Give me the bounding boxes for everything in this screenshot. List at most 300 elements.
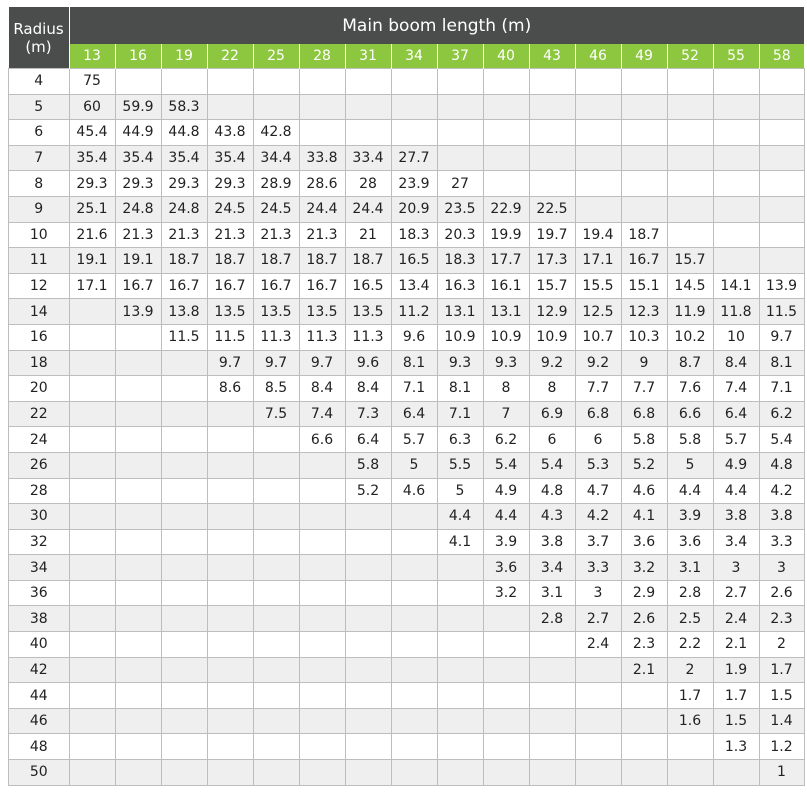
capacity-cell: 15.5 [575,273,621,299]
capacity-cell [529,69,575,95]
capacity-cell: 13.5 [207,299,253,325]
capacity-cell: 3.4 [713,529,759,555]
capacity-cell [483,632,529,658]
capacity-cell: 2 [667,657,713,683]
capacity-cell: 35.4 [207,145,253,171]
capacity-cell [115,427,161,453]
boom-length-header: 13 [69,44,115,69]
capacity-cell [69,632,115,658]
capacity-cell: 13.8 [161,299,207,325]
boom-length-header: 22 [207,44,253,69]
capacity-cell [713,69,759,95]
capacity-cell [345,580,391,606]
capacity-cell [115,401,161,427]
capacity-cell: 9.3 [437,350,483,376]
capacity-cell [621,708,667,734]
capacity-cell [759,145,804,171]
capacity-cell: 21.3 [161,222,207,248]
capacity-cell [299,580,345,606]
capacity-cell [391,606,437,632]
capacity-cell: 11.3 [253,324,299,350]
capacity-cell: 9 [621,350,667,376]
capacity-cell: 20.3 [437,222,483,248]
capacity-cell: 19.9 [483,222,529,248]
capacity-cell [69,504,115,530]
capacity-cell: 33.8 [299,145,345,171]
capacity-cell: 2.1 [713,632,759,658]
capacity-cell [391,555,437,581]
boom-length-header: 37 [437,44,483,69]
capacity-cell [345,120,391,146]
capacity-cell: 4.7 [575,478,621,504]
radius-cell: 11 [9,248,70,274]
capacity-cell: 24.4 [345,196,391,222]
capacity-cell: 3.8 [713,504,759,530]
radius-cell: 40 [9,632,70,658]
capacity-cell [69,401,115,427]
capacity-cell [299,760,345,786]
capacity-cell [483,69,529,95]
capacity-cell: 2.2 [667,632,713,658]
capacity-cell: 22.5 [529,196,575,222]
boom-length-header: 28 [299,44,345,69]
capacity-cell [759,196,804,222]
capacity-cell: 10.9 [437,324,483,350]
capacity-cell [391,760,437,786]
capacity-cell: 7.1 [759,376,804,402]
capacity-cell [575,94,621,120]
capacity-cell: 4.1 [621,504,667,530]
capacity-cell [69,324,115,350]
capacity-cell [437,580,483,606]
capacity-cell [713,760,759,786]
boom-length-header: 52 [667,44,713,69]
capacity-cell [713,171,759,197]
capacity-cell [115,580,161,606]
capacity-cell: 2.6 [621,606,667,632]
radius-cell: 38 [9,606,70,632]
capacity-cell: 34.4 [253,145,299,171]
capacity-cell: 5.8 [621,427,667,453]
capacity-cell: 44.9 [115,120,161,146]
table-row [9,94,805,120]
capacity-cell: 44.8 [161,120,207,146]
radius-cell: 5 [9,94,70,120]
capacity-cell [299,555,345,581]
table-title: Main boom length (m) [69,7,804,44]
capacity-cell: 3.4 [529,555,575,581]
capacity-cell: 9.7 [207,350,253,376]
table-row [9,171,805,197]
capacity-cell [161,350,207,376]
capacity-cell [253,452,299,478]
capacity-cell: 7.7 [621,376,667,402]
capacity-cell: 6.4 [713,401,759,427]
capacity-cell [575,171,621,197]
capacity-cell: 3.6 [621,529,667,555]
capacity-cell: 58.3 [161,94,207,120]
capacity-cell [253,580,299,606]
capacity-cell [207,529,253,555]
capacity-cell [207,708,253,734]
capacity-cell [621,69,667,95]
capacity-cell: 5.4 [483,452,529,478]
capacity-cell [115,555,161,581]
capacity-cell: 5.4 [759,427,804,453]
capacity-cell: 1.7 [667,683,713,709]
capacity-cell: 18.7 [299,248,345,274]
capacity-cell [253,708,299,734]
capacity-cell: 13.5 [299,299,345,325]
capacity-cell: 6.2 [483,427,529,453]
capacity-cell [437,606,483,632]
capacity-cell: 10.9 [529,324,575,350]
capacity-cell [759,94,804,120]
table-row [9,376,805,402]
capacity-cell: 4.2 [575,504,621,530]
capacity-cell [575,708,621,734]
capacity-cell: 14.5 [667,273,713,299]
capacity-cell: 4.4 [437,504,483,530]
capacity-cell [345,606,391,632]
capacity-cell [207,580,253,606]
radius-cell: 24 [9,427,70,453]
capacity-cell: 24.8 [115,196,161,222]
capacity-cell: 12.3 [621,299,667,325]
capacity-cell: 13.5 [345,299,391,325]
capacity-cell: 28.6 [299,171,345,197]
boom-length-header: 25 [253,44,299,69]
capacity-cell: 21 [345,222,391,248]
capacity-cell [483,120,529,146]
capacity-cell: 7 [483,401,529,427]
capacity-cell [69,683,115,709]
boom-length-header: 49 [621,44,667,69]
capacity-cell: 29.3 [207,171,253,197]
table-row [9,299,805,325]
capacity-cell [345,657,391,683]
capacity-cell [207,555,253,581]
table-row [9,657,805,683]
capacity-cell: 3 [713,555,759,581]
capacity-cell [207,69,253,95]
capacity-cell: 2.3 [621,632,667,658]
radius-cell: 12 [9,273,70,299]
capacity-cell [253,606,299,632]
capacity-cell [161,555,207,581]
capacity-cell: 5.7 [713,427,759,453]
capacity-cell: 2.4 [575,632,621,658]
capacity-cell: 21.3 [115,222,161,248]
capacity-cell [391,683,437,709]
capacity-cell: 1.4 [759,708,804,734]
capacity-cell [161,657,207,683]
capacity-cell [161,708,207,734]
capacity-cell [345,69,391,95]
capacity-cell [115,734,161,760]
capacity-cell [115,760,161,786]
capacity-cell: 16.5 [391,248,437,274]
capacity-cell [667,94,713,120]
capacity-cell: 11.3 [345,324,391,350]
capacity-cell [115,708,161,734]
capacity-cell [207,683,253,709]
capacity-cell: 11.5 [207,324,253,350]
capacity-cell [391,69,437,95]
table-row [9,478,805,504]
capacity-cell [759,69,804,95]
capacity-cell [575,196,621,222]
capacity-cell: 13.9 [759,273,804,299]
table-row [9,760,805,786]
capacity-cell: 2.9 [621,580,667,606]
capacity-cell [345,94,391,120]
capacity-cell: 23.9 [391,171,437,197]
capacity-cell [667,69,713,95]
capacity-cell: 45.4 [69,120,115,146]
capacity-cell [69,555,115,581]
table-row [9,69,805,95]
capacity-cell [667,222,713,248]
capacity-cell: 5.8 [667,427,713,453]
capacity-cell [667,145,713,171]
capacity-cell [667,734,713,760]
capacity-cell [529,708,575,734]
capacity-cell [345,529,391,555]
capacity-cell: 27.7 [391,145,437,171]
table-row [9,606,805,632]
capacity-cell: 10.2 [667,324,713,350]
capacity-cell [529,120,575,146]
capacity-cell [253,555,299,581]
capacity-cell: 9.6 [345,350,391,376]
capacity-cell: 2 [759,632,804,658]
capacity-cell [253,683,299,709]
capacity-cell [483,683,529,709]
capacity-cell [621,94,667,120]
capacity-cell: 21.3 [207,222,253,248]
capacity-cell: 60 [69,94,115,120]
capacity-cell [161,580,207,606]
capacity-cell [161,401,207,427]
capacity-cell: 42.8 [253,120,299,146]
table-row [9,683,805,709]
capacity-cell [575,683,621,709]
capacity-cell [759,171,804,197]
capacity-cell [345,555,391,581]
capacity-cell [69,657,115,683]
capacity-cell: 2.6 [759,580,804,606]
capacity-cell [207,94,253,120]
radius-cell: 26 [9,452,70,478]
capacity-cell [115,657,161,683]
radius-cell: 32 [9,529,70,555]
capacity-cell [115,632,161,658]
capacity-cell [437,120,483,146]
capacity-cell: 3.3 [759,529,804,555]
capacity-cell [115,324,161,350]
capacity-cell [115,683,161,709]
capacity-cell [207,606,253,632]
capacity-cell [161,478,207,504]
capacity-cell: 2.7 [713,580,759,606]
capacity-cell: 4.8 [529,478,575,504]
capacity-cell: 19.1 [69,248,115,274]
capacity-cell [161,427,207,453]
capacity-cell: 13.1 [483,299,529,325]
capacity-cell: 3.2 [483,580,529,606]
capacity-cell: 7.6 [667,376,713,402]
radius-cell: 28 [9,478,70,504]
capacity-cell: 11.3 [299,324,345,350]
capacity-cell: 3.1 [529,580,575,606]
capacity-cell: 1.5 [713,708,759,734]
boom-length-header: 58 [759,44,804,69]
boom-length-header: 40 [483,44,529,69]
table-row [9,324,805,350]
capacity-cell [575,69,621,95]
capacity-cell: 3.3 [575,555,621,581]
capacity-cell: 15.7 [529,273,575,299]
capacity-cell: 19.4 [575,222,621,248]
table-row [9,120,805,146]
capacity-cell [575,760,621,786]
capacity-cell [115,504,161,530]
load-chart-table [8,7,805,786]
boom-length-header: 46 [575,44,621,69]
capacity-cell [437,683,483,709]
boom-length-header: 55 [713,44,759,69]
capacity-cell [69,708,115,734]
capacity-cell [529,657,575,683]
capacity-cell [299,94,345,120]
capacity-cell: 16.1 [483,273,529,299]
capacity-cell [207,427,253,453]
capacity-cell: 8 [483,376,529,402]
capacity-cell [207,452,253,478]
capacity-cell: 4.1 [437,529,483,555]
capacity-cell [391,504,437,530]
table-row [9,529,805,555]
capacity-cell [391,94,437,120]
capacity-cell: 19.1 [115,248,161,274]
capacity-cell [391,657,437,683]
capacity-cell: 3.6 [667,529,713,555]
capacity-cell: 8.4 [345,376,391,402]
capacity-cell: 8.1 [759,350,804,376]
boom-length-header: 43 [529,44,575,69]
capacity-cell: 11.9 [667,299,713,325]
capacity-cell [483,708,529,734]
capacity-cell [299,120,345,146]
capacity-cell: 16.7 [207,273,253,299]
radius-cell: 48 [9,734,70,760]
capacity-cell [115,376,161,402]
capacity-cell: 5.8 [345,452,391,478]
capacity-cell: 13.4 [391,273,437,299]
capacity-cell [437,145,483,171]
capacity-cell [69,478,115,504]
capacity-cell: 16.7 [621,248,667,274]
capacity-cell: 29.3 [161,171,207,197]
capacity-cell: 8.1 [437,376,483,402]
capacity-cell: 2.7 [575,606,621,632]
capacity-cell [483,145,529,171]
capacity-cell: 6.8 [621,401,667,427]
capacity-cell: 6 [529,427,575,453]
capacity-cell: 7.1 [437,401,483,427]
capacity-cell: 5.2 [621,452,667,478]
capacity-cell: 14.1 [713,273,759,299]
capacity-cell: 6.3 [437,427,483,453]
capacity-cell [299,632,345,658]
radius-cell: 50 [9,760,70,786]
table-row [9,145,805,171]
radius-header: Radius (m) [9,7,70,69]
capacity-cell: 13.5 [253,299,299,325]
table-row [9,222,805,248]
capacity-cell [437,760,483,786]
capacity-rows [9,69,805,786]
capacity-cell: 10.9 [483,324,529,350]
capacity-cell: 17.1 [575,248,621,274]
radius-cell: 10 [9,222,70,248]
capacity-cell [345,734,391,760]
capacity-cell [161,683,207,709]
radius-cell: 42 [9,657,70,683]
capacity-cell: 2.1 [621,657,667,683]
capacity-cell: 15.7 [667,248,713,274]
capacity-cell [161,632,207,658]
capacity-cell [115,478,161,504]
capacity-cell [161,529,207,555]
capacity-cell [161,376,207,402]
capacity-cell [345,632,391,658]
capacity-cell: 2.8 [667,580,713,606]
capacity-cell [437,69,483,95]
capacity-cell [69,299,115,325]
capacity-cell [529,94,575,120]
capacity-cell [529,760,575,786]
capacity-cell [207,632,253,658]
capacity-cell [529,683,575,709]
capacity-cell [207,478,253,504]
capacity-cell: 1.2 [759,734,804,760]
capacity-cell: 12.5 [575,299,621,325]
capacity-cell: 35.4 [161,145,207,171]
boom-length-header: 34 [391,44,437,69]
capacity-cell: 3.8 [529,529,575,555]
capacity-cell: 1.6 [667,708,713,734]
table-row [9,708,805,734]
radius-cell: 4 [9,69,70,95]
radius-cell: 36 [9,580,70,606]
radius-cell: 30 [9,504,70,530]
capacity-cell [391,632,437,658]
capacity-cell: 6.2 [759,401,804,427]
capacity-cell: 16.7 [115,273,161,299]
capacity-cell [253,69,299,95]
capacity-cell: 3.8 [759,504,804,530]
capacity-cell [575,734,621,760]
capacity-cell [69,452,115,478]
capacity-cell: 6.4 [345,427,391,453]
capacity-cell [115,350,161,376]
capacity-cell [391,580,437,606]
capacity-cell: 22.9 [483,196,529,222]
capacity-cell [391,529,437,555]
capacity-cell [69,427,115,453]
